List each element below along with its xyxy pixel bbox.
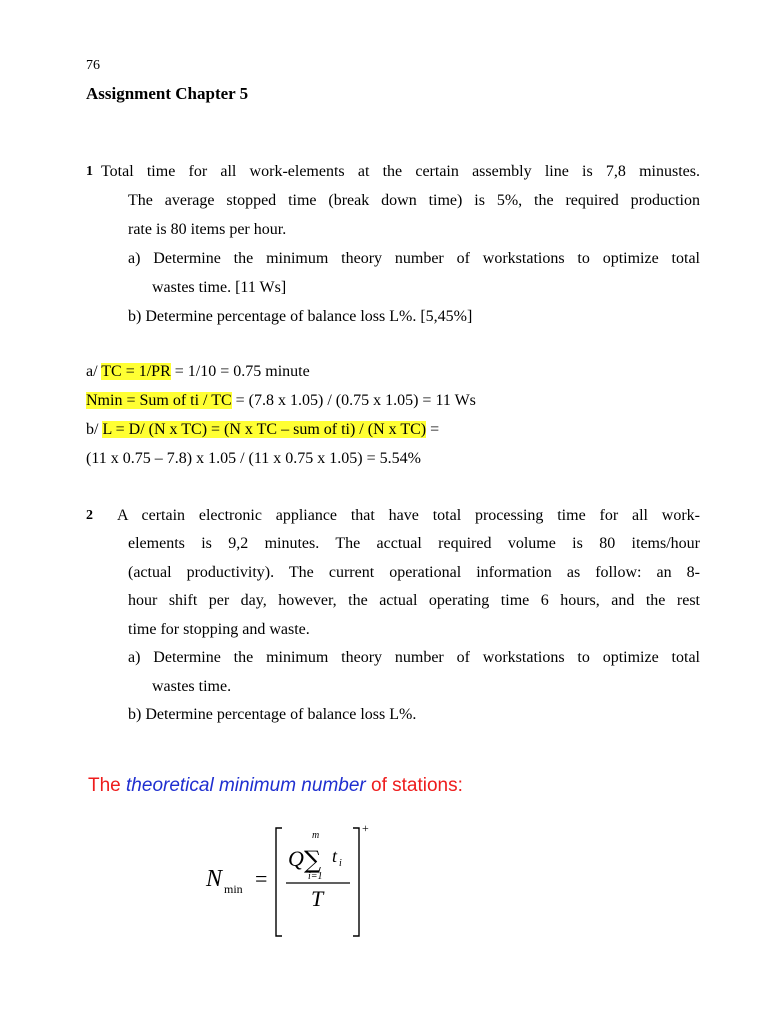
sub-question-b: b) Determine percentage of balance loss L%. [5,45%]: [128, 308, 473, 325]
solution-line-3: [86, 420, 439, 440]
solution-text: =: [426, 421, 440, 438]
highlighted-formula: Nmin = Sum of ti / TC: [86, 392, 232, 409]
question-text-line: Total time for all work-elements at the certain assembly line is 7,8 minustes.: [101, 163, 700, 180]
formula-lhs-subscript: min: [224, 882, 243, 896]
formula-lhs: N: [206, 866, 223, 892]
sub-question-a-cont: wastes time. [11 Ws]: [152, 279, 287, 296]
slide-title-part: The: [88, 775, 127, 796]
highlighted-formula: L = D/ (N x TC) = (N x TC – sum of ti) / (N x TC): [102, 421, 427, 438]
question-text-line: A certain electronic appliance that have total processing time for all work-: [117, 507, 700, 524]
formula-t: t: [332, 846, 338, 866]
question-text-line: hour shift per day, however, the actual operating time 6 hours, and the rest: [128, 592, 700, 609]
question-text-line: time for stopping and waste.: [128, 621, 310, 638]
sigma-icon: ∑: [304, 846, 322, 874]
solution-line-1: [86, 362, 310, 382]
solution-line-2: [86, 391, 476, 411]
solution-line-4: (11 x 0.75 – 7.8) x 1.05 / (11 x 0.75 x 1.05) = 5.54%: [86, 450, 421, 467]
solution-prefix: b/: [86, 421, 103, 438]
sub-question-a: a) Determine the minimum theory number of workstations to optimize total: [128, 649, 700, 666]
sub-question-a-cont: wastes time.: [152, 678, 232, 695]
sub-question-a: a) Determine the minimum theory number of workstations to optimize total: [128, 250, 700, 267]
formula-denominator: T: [311, 886, 324, 911]
slide-title: [88, 775, 463, 797]
page-heading: Assignment Chapter 5: [86, 84, 249, 103]
question-text-line: The average stopped time (break down time) is 5%, the required production: [128, 192, 700, 209]
slide-title-part: of stations:: [365, 775, 463, 796]
formula-q: Q: [288, 846, 304, 871]
solution-prefix: a/: [86, 363, 102, 380]
solution-text: = (7.8 x 1.05) / (0.75 x 1.05) = 11 Ws: [231, 392, 476, 409]
formula-t-subscript: i: [339, 858, 342, 869]
solution-text: = 1/10 = 0.75 minute: [170, 363, 310, 380]
page-number: 76: [86, 58, 100, 73]
nmin-formula: [200, 818, 380, 943]
question-text-line: elements is 9,2 minutes. The acctual required volume is 80 items/hour: [128, 535, 700, 552]
formula-superscript: +: [362, 821, 369, 835]
question-text-line: (actual productivity). The current operational information as follow: an 8-: [128, 564, 700, 581]
question-text-line: rate is 80 items per hour.: [128, 221, 287, 238]
slide-title-emphasis: theoretical minimum number: [126, 775, 366, 796]
question-number: 2: [86, 508, 93, 523]
left-bracket: [276, 828, 282, 936]
right-bracket: [353, 828, 359, 936]
formula-equals: =: [255, 866, 268, 891]
question-number: 1: [86, 164, 93, 179]
formula-sum-lower: i=1: [308, 871, 323, 882]
formula-sum-upper: m: [312, 830, 320, 841]
sub-question-b: b) Determine percentage of balance loss L%.: [128, 706, 417, 723]
highlighted-formula: TC = 1/PR: [101, 363, 171, 380]
